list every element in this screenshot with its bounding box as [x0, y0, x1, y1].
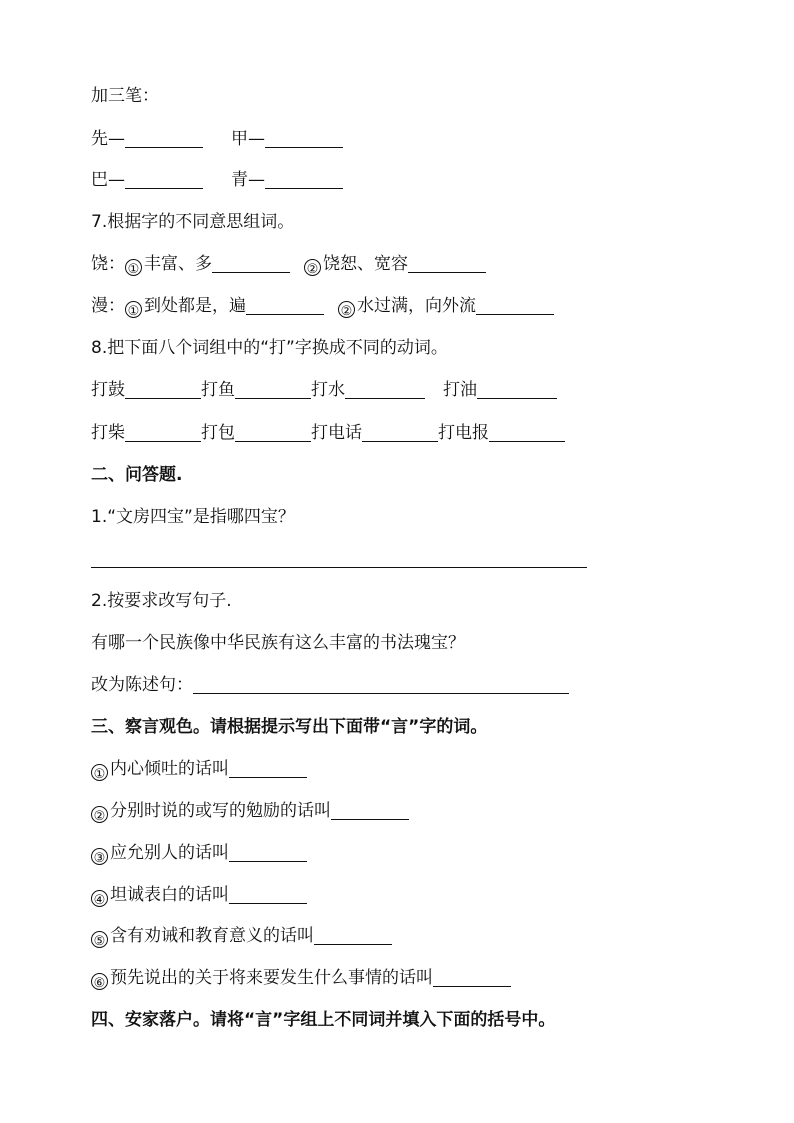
rewrite-row: 改为陈述句： [91, 673, 569, 697]
rao-row: 饶： ① 丰富、多 ② 饶恕、宽容 [91, 252, 486, 276]
section-2-heading: 二、问答题. [91, 465, 183, 485]
answer-blank[interactable] [265, 170, 343, 189]
answer-blank[interactable] [229, 885, 307, 904]
answer-blank[interactable] [331, 801, 409, 820]
answer-blank[interactable] [476, 296, 554, 315]
answer-blank[interactable] [362, 423, 438, 442]
answer-blank[interactable] [408, 254, 486, 273]
yan-item-1: ① 内心倾吐的话叫 [91, 757, 307, 781]
answer-blank[interactable] [246, 296, 324, 315]
answer-blank[interactable] [229, 843, 307, 862]
yan-item-3: ③ 应允别人的话叫 [91, 841, 307, 865]
answer-blank[interactable] [125, 129, 203, 148]
yan-item-5: ⑤ 含有劝诫和教育意义的话叫 [91, 924, 392, 948]
answer-blank[interactable] [345, 380, 425, 399]
answer-blank[interactable] [193, 675, 569, 694]
question-2-1: 1.“文房四宝”是指哪四宝？ [91, 507, 295, 527]
answer-blank[interactable] [489, 423, 565, 442]
yan-item-6: ⑥ 预先说出的关于将来要发生什么事情的话叫 [91, 966, 511, 990]
question-2-2: 2.按要求改写句子. [91, 591, 232, 611]
answer-blank[interactable] [235, 423, 311, 442]
da-row-2: 打柴 打包 打电话 打电报 [91, 421, 565, 445]
add-strokes-row-1: 先— 甲— [91, 127, 343, 151]
question-7: 7.根据字的不同意思组词。 [91, 212, 295, 232]
answer-blank[interactable] [229, 759, 307, 778]
answer-blank[interactable] [265, 129, 343, 148]
answer-blank[interactable] [477, 380, 557, 399]
answer-blank[interactable] [125, 170, 203, 189]
question-8: 8.把下面八个词组中的“打”字换成不同的动词。 [91, 338, 448, 358]
section-4-heading: 四、安家落户。请将“言”字组上不同词并填入下面的括号中。 [91, 1010, 556, 1030]
add-three-strokes-heading: 加三笔： [91, 86, 159, 106]
answer-blank[interactable] [433, 968, 511, 987]
answer-blank[interactable] [125, 423, 201, 442]
answer-blank[interactable] [235, 380, 311, 399]
yan-item-4: ④ 坦诚表白的话叫 [91, 883, 307, 907]
yan-item-2: ② 分别时说的或写的勉励的话叫 [91, 799, 409, 823]
add-strokes-row-2: 巴— 青— [91, 168, 343, 192]
section-3-heading: 三、察言观色。请根据提示写出下面带“言”字的词。 [91, 717, 488, 737]
man-row: 漫： ① 到处都是，遍 ② 水过满，向外流 [91, 294, 554, 318]
da-row-1: 打鼓 打鱼 打水 打油 [91, 378, 557, 402]
answer-blank[interactable] [314, 926, 392, 945]
answer-line[interactable] [91, 567, 587, 568]
question-2-2-sentence: 有哪一个民族像中华民族有这么丰富的书法瑰宝？ [91, 633, 465, 653]
answer-blank[interactable] [125, 380, 201, 399]
answer-blank[interactable] [212, 254, 290, 273]
